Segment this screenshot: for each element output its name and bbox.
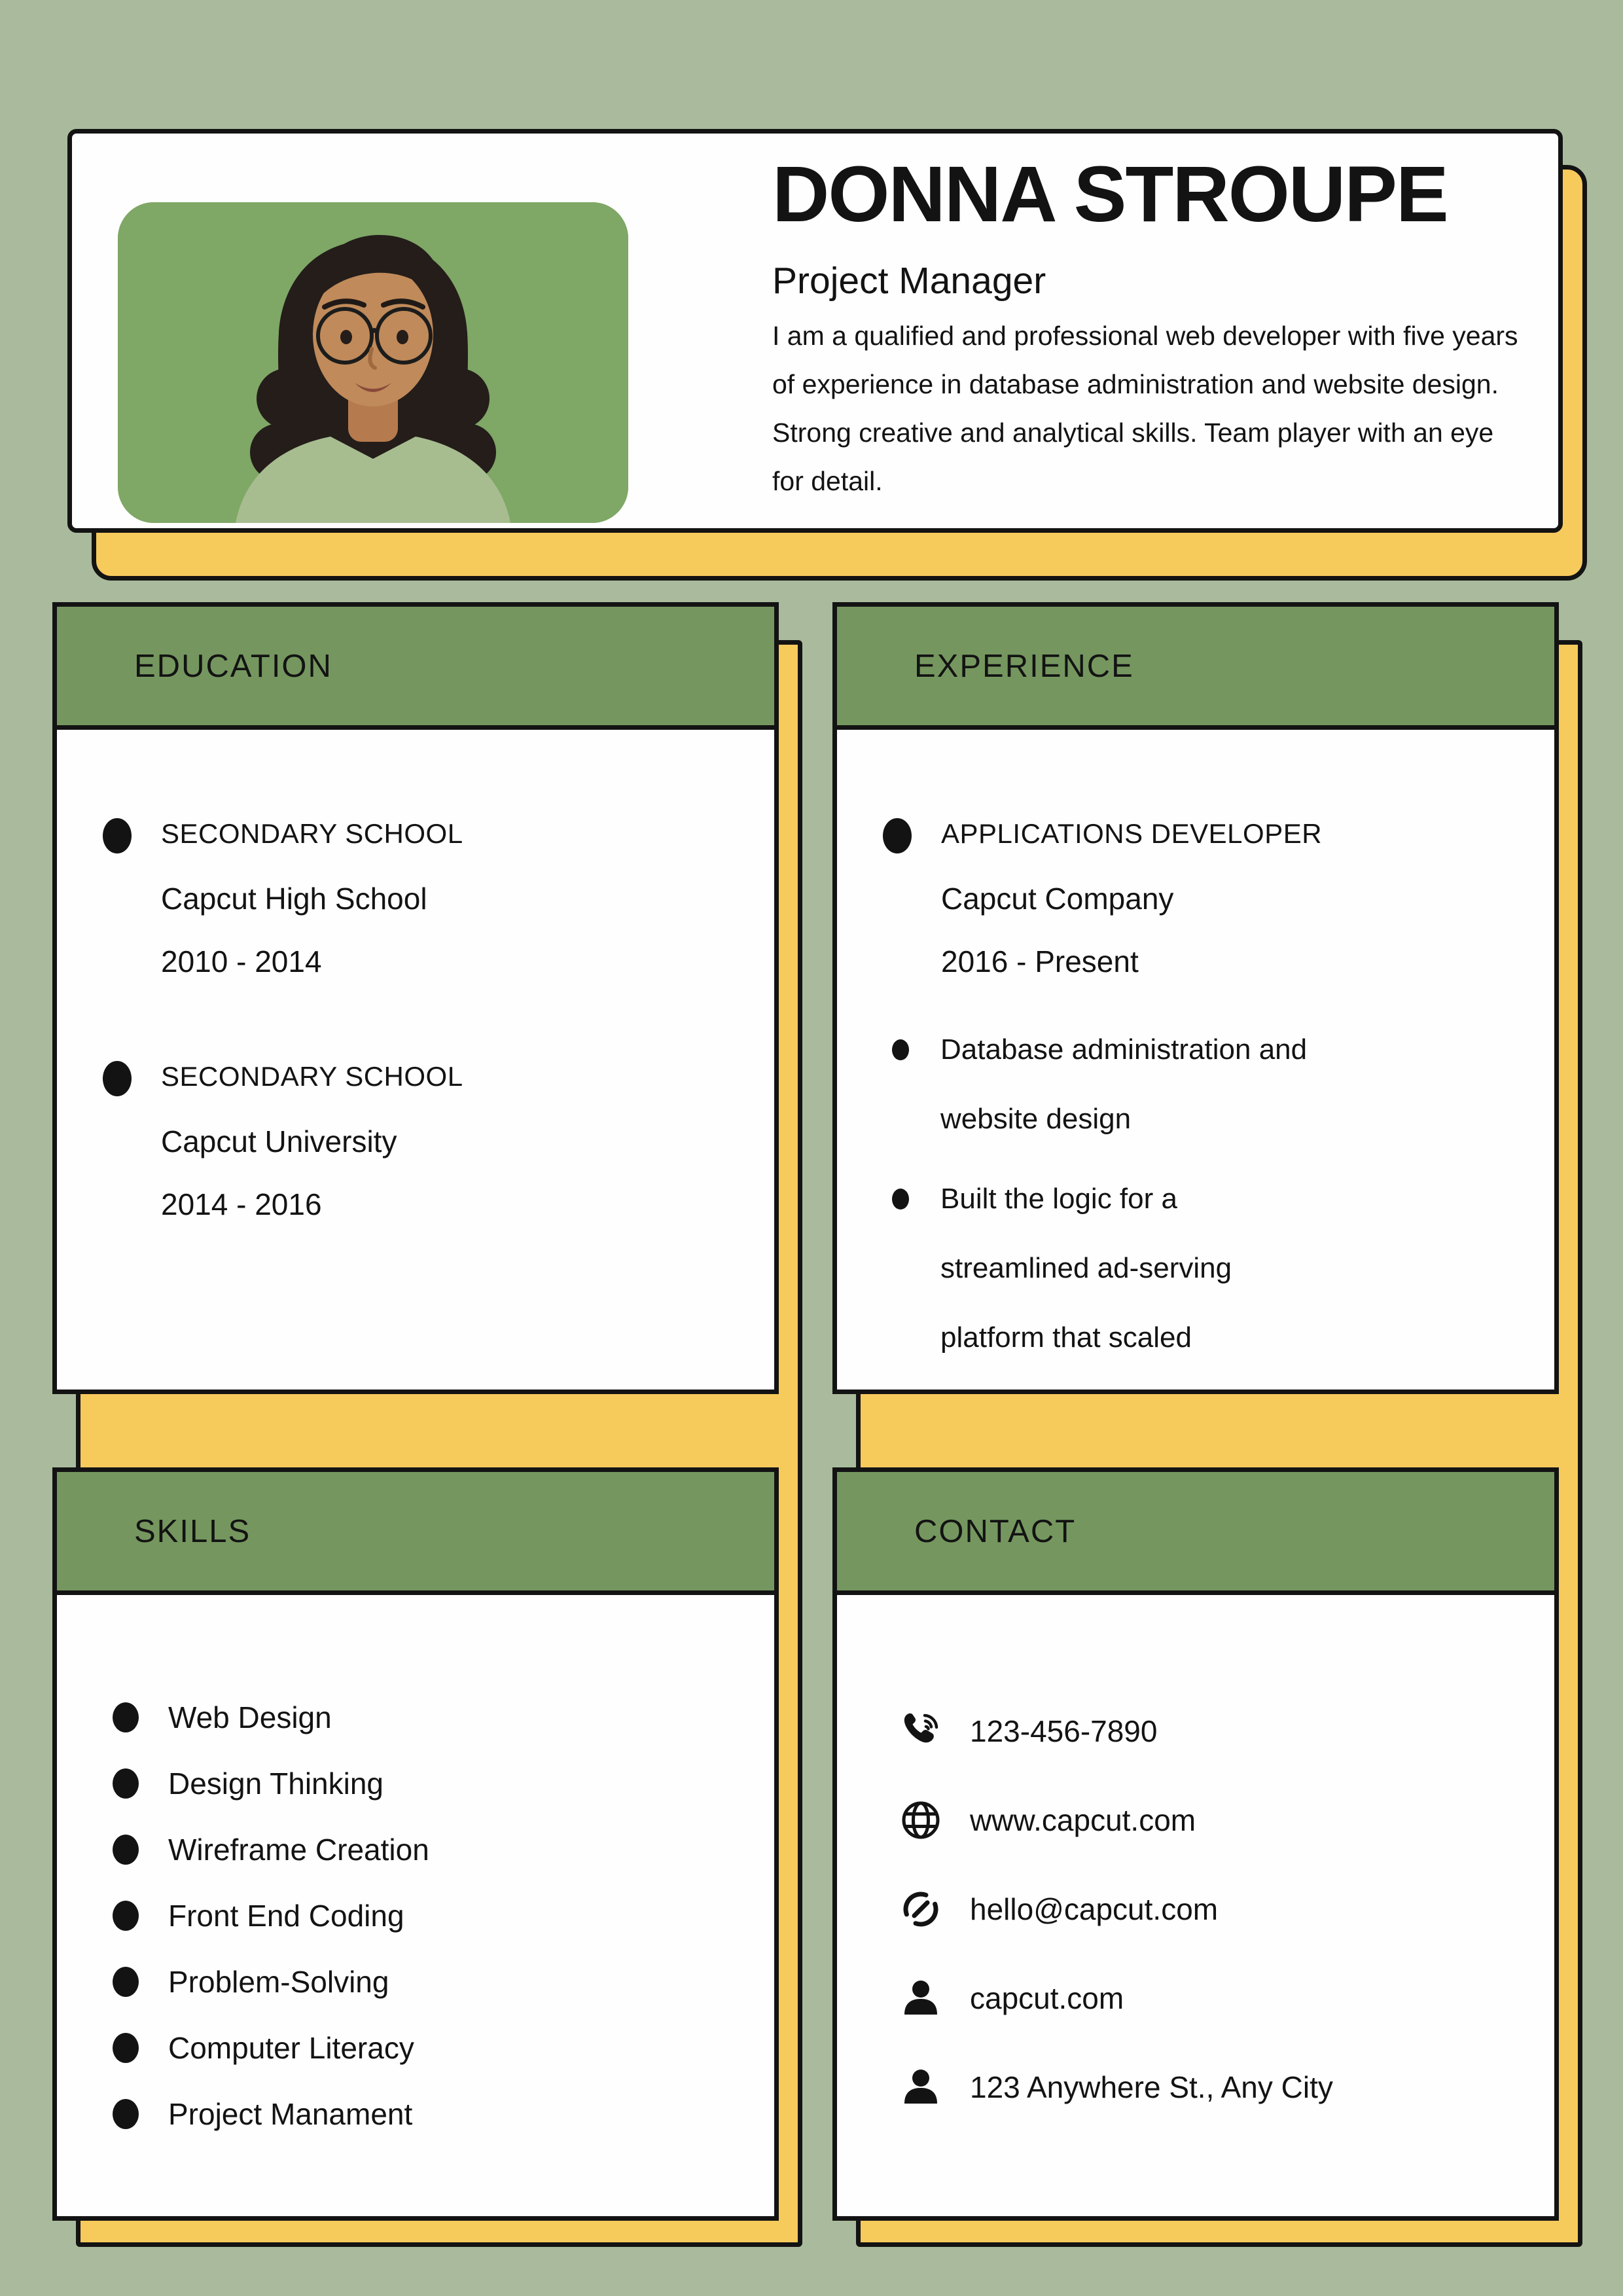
skill-label: Front End Coding [168, 1899, 404, 1933]
education-item [103, 818, 738, 979]
person-icon [899, 2066, 942, 2109]
bullet-dot-icon [113, 1702, 139, 1732]
skills-title: SKILLS [134, 1513, 251, 1549]
bullet-dot-icon [113, 2033, 139, 2063]
summary-text: I am a qualified and professional web developer with five years of experience in database administration and website design. Strong creative and analytical skills. Team player with an eye for detail. [772, 320, 1518, 496]
skill-item [113, 1766, 748, 1801]
header-text-block [772, 149, 1544, 505]
skill-item [113, 1898, 748, 1933]
skill-item [113, 2030, 748, 2066]
experience-years: 2016 - Present [941, 944, 1139, 978]
education-title: EDUCATION [134, 648, 332, 684]
experience-section-header [832, 602, 1559, 730]
bullet-dot-icon [883, 818, 912, 853]
contact-section-header [832, 1467, 1559, 1595]
education-school: Capcut High School [161, 882, 427, 916]
contact-phone: 123-456-7890 [970, 1714, 1158, 1748]
skill-label: Wireframe Creation [168, 1833, 429, 1867]
contact-email-row [899, 1888, 1535, 1931]
experience-role: APPLICATIONS DEVELOPER [941, 818, 1323, 849]
contact-address: 123 Anywhere St., Any City [970, 2070, 1333, 2104]
globe-icon [899, 1799, 942, 1842]
experience-item [883, 818, 1518, 979]
bullet-dot-icon [113, 1835, 139, 1865]
bullet-dot-icon [113, 2099, 139, 2129]
contact-phone-row [899, 1710, 1535, 1753]
job-title: Project Manager [772, 259, 1046, 302]
bullet-dot-icon [103, 818, 132, 853]
education-degree: SECONDARY SCHOOL [161, 1061, 463, 1092]
contact-card [832, 1590, 1559, 2221]
contact-address-row [899, 2066, 1535, 2109]
experience-bullet-text: Database administration and website design [940, 1033, 1308, 1135]
education-years: 2014 - 2016 [161, 1187, 322, 1221]
education-degree: SECONDARY SCHOOL [161, 818, 463, 849]
bullet-dot-icon [892, 1189, 909, 1210]
experience-bullet [892, 1015, 1518, 1154]
right-column [832, 602, 1559, 2247]
education-section-header [52, 602, 779, 730]
link-icon [899, 1888, 942, 1931]
education-card [52, 725, 779, 1394]
experience-title: EXPERIENCE [914, 648, 1134, 684]
contact-website-row [899, 1799, 1535, 1842]
education-school: Capcut University [161, 1124, 397, 1158]
skill-item [113, 2096, 748, 2132]
header-card [67, 129, 1563, 533]
bullet-dot-icon [113, 1768, 139, 1799]
skills-section-header [52, 1467, 779, 1595]
bullet-dot-icon [892, 1039, 909, 1060]
skill-label: Project Manament [168, 2097, 413, 2131]
experience-company: Capcut Company [941, 882, 1174, 916]
person-icon [899, 1977, 942, 2020]
portrait-illustration [118, 202, 628, 523]
skill-item [113, 1832, 748, 1867]
skill-item [113, 1964, 748, 2000]
skill-label: Design Thinking [168, 1767, 384, 1801]
experience-bullet-text: Built the logic for a streamlined ad-serving platform that scaled [940, 1183, 1232, 1354]
education-years: 2010 - 2014 [161, 944, 322, 978]
name-heading: DONNA STROUPE [772, 149, 1448, 238]
phone-icon [899, 1710, 942, 1753]
left-column [52, 602, 779, 2247]
contact-profile-row [899, 1977, 1535, 2020]
education-item [103, 1061, 738, 1222]
skill-item [113, 1700, 748, 1735]
skill-label: Problem-Solving [168, 1965, 389, 1999]
contact-email: hello@capcut.com [970, 1892, 1219, 1926]
skills-card [52, 1590, 779, 2221]
profile-photo [118, 202, 628, 523]
experience-card [832, 725, 1559, 1394]
skill-label: Computer Literacy [168, 2031, 414, 2065]
experience-bullet-list [892, 1015, 1518, 1372]
bullet-dot-icon [103, 1061, 132, 1096]
contact-website: www.capcut.com [970, 1803, 1196, 1837]
contact-profile: capcut.com [970, 1981, 1124, 2015]
experience-bullet [892, 1164, 1518, 1372]
bullet-dot-icon [113, 1901, 139, 1931]
skill-label: Web Design [168, 1700, 332, 1734]
bullet-dot-icon [113, 1967, 139, 1997]
contact-title: CONTACT [914, 1513, 1077, 1549]
